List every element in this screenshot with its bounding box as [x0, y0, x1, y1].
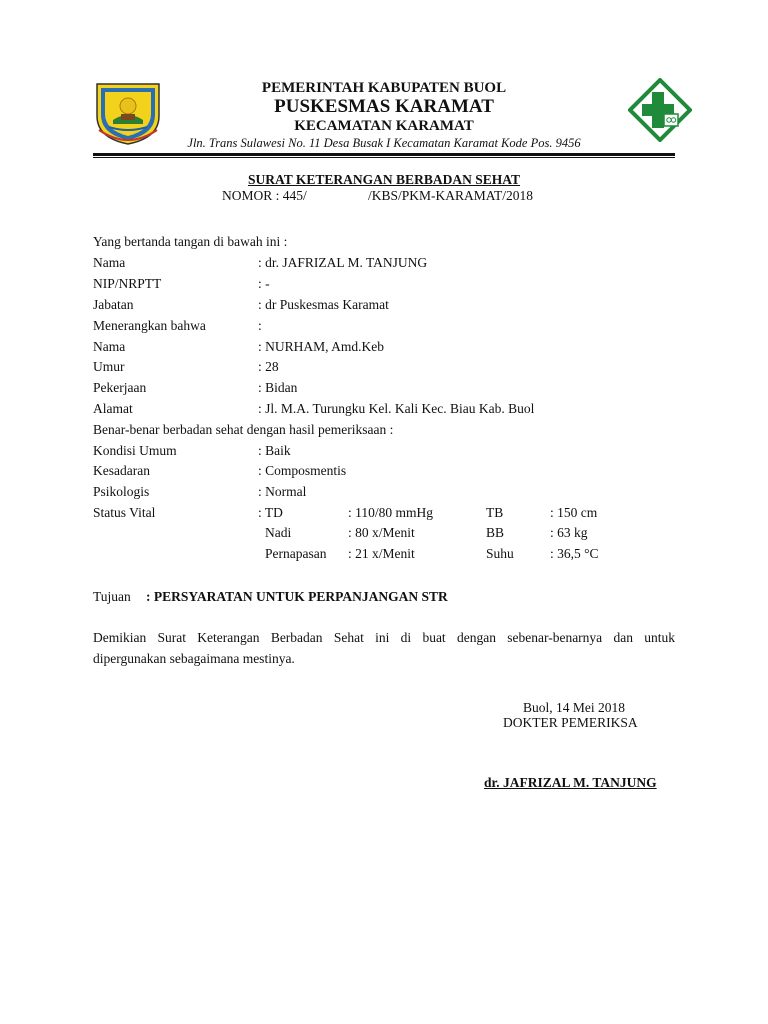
- vital-temperature-label: Suhu: [486, 546, 514, 561]
- vital-respiration-value: : 21 x/Menit: [348, 546, 415, 561]
- signature-name: dr. JAFRIZAL M. TANJUNG: [484, 775, 657, 790]
- certify-value: :: [258, 318, 262, 333]
- letterhead-institution: PUSKESMAS KARAMAT: [274, 96, 494, 117]
- general-condition-label: Kondisi Umum: [93, 443, 177, 458]
- patient-name-value: : NURHAM, Amd.Keb: [258, 339, 385, 354]
- letter-number-suffix: /KBS/PKM-KARAMAT/2018: [368, 188, 534, 203]
- purpose-value: : PERSYARATAN UNTUK PERPANJANGAN STR: [146, 589, 448, 604]
- closing-line-2: dipergunakan sebagaimana mestinya.: [93, 651, 295, 666]
- vital-temperature-value: : 36,5 °C: [550, 546, 599, 561]
- patient-age-value: : 28: [258, 359, 279, 374]
- certify-label: Menerangkan bahwa: [93, 318, 206, 333]
- signer-position-value: : dr Puskesmas Karamat: [258, 297, 389, 312]
- letterhead-divider-thin: [93, 157, 675, 158]
- patient-name-label: Nama: [93, 339, 126, 354]
- intro-text: Yang bertanda tangan di bawah ini :: [93, 234, 288, 249]
- patient-address-label: Alamat: [93, 401, 133, 416]
- signature-role: DOKTER PEMERIKSA: [503, 715, 638, 730]
- signer-name-label: Nama: [93, 255, 126, 270]
- vital-tb-label: TB: [486, 505, 504, 520]
- psychology-label: Psikologis: [93, 484, 150, 499]
- vital-pulse-value: : 80 x/Menit: [348, 525, 415, 540]
- signer-nip-value: : -: [258, 276, 270, 291]
- consciousness-label: Kesadaran: [93, 463, 150, 478]
- vital-td-value: : 110/80 mmHg: [348, 505, 434, 520]
- letter-number-label: NOMOR : 445/: [222, 188, 307, 203]
- psychology-value: : Normal: [258, 484, 307, 499]
- general-condition-value: : Baik: [258, 443, 291, 458]
- signer-nip-label: NIP/NRPTT: [93, 276, 162, 291]
- signer-name-value: : dr. JAFRIZAL M. TANJUNG: [258, 255, 428, 270]
- vital-bb-label: BB: [486, 525, 505, 540]
- vital-tb-value: : 150 cm: [550, 505, 598, 520]
- vital-status-label: Status Vital: [93, 505, 156, 520]
- patient-occupation-value: : Bidan: [258, 380, 298, 395]
- patient-age-label: Umur: [93, 359, 125, 374]
- letterhead-district: KECAMATAN KARAMAT: [294, 118, 474, 134]
- consciousness-value: : Composmentis: [258, 463, 347, 478]
- closing-line-1: Demikian Surat Keterangan Berbadan Sehat ini di buat dengan sebenar-benarnya dan untuk: [93, 630, 675, 645]
- vital-bb-value: : 63 kg: [550, 525, 588, 540]
- vital-pulse-label: Nadi: [265, 525, 292, 540]
- letter-title: SURAT KETERANGAN BERBADAN SEHAT: [248, 172, 520, 187]
- exam-intro: Benar-benar berbadan sehat dengan hasil pemeriksaan :: [93, 422, 394, 437]
- vital-td-label: : TD: [258, 505, 283, 520]
- purpose-label: Tujuan: [93, 589, 131, 604]
- patient-occupation-label: Pekerjaan: [93, 380, 147, 395]
- letterhead-government: PEMERINTAH KABUPATEN BUOL: [261, 80, 507, 96]
- signer-position-label: Jabatan: [93, 297, 134, 312]
- signature-place-date: Buol, 14 Mei 2018: [523, 700, 626, 715]
- letterhead-address: Jln. Trans Sulawesi No. 11 Desa Busak I Kecamatan Karamat Kode Pos. 9456: [187, 136, 581, 150]
- letterhead-divider-thick: [93, 153, 675, 156]
- vital-respiration-label: Pernapasan: [265, 546, 327, 561]
- patient-address-value: : Jl. M.A. Turungku Kel. Kali Kec. Biau Kab. Buol: [258, 401, 535, 416]
